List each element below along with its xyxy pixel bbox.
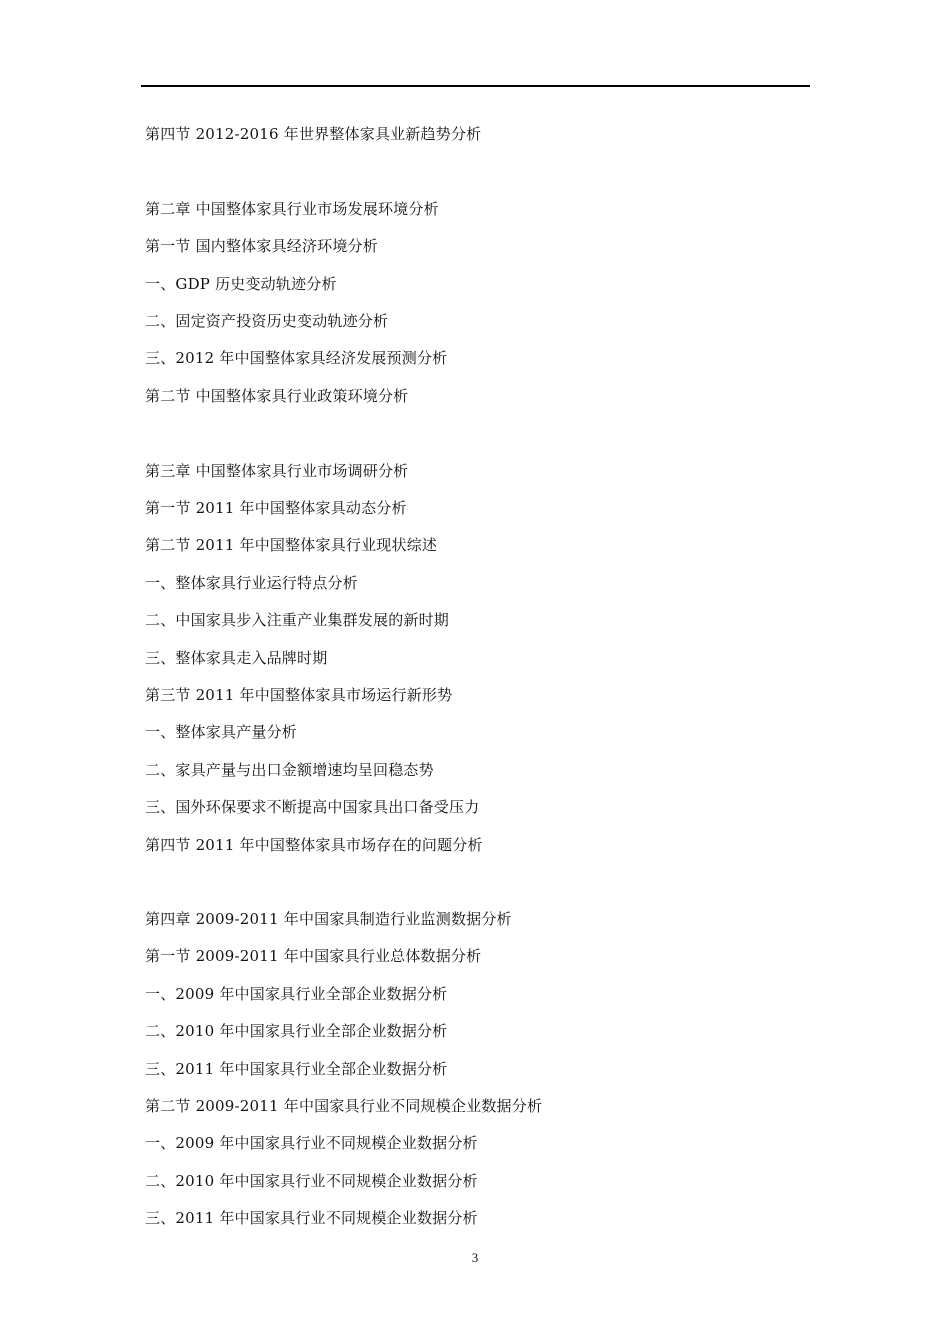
- toc-section: 第二节 2011 年中国整体家具行业现状综述: [145, 536, 438, 554]
- toc-item: 三、整体家具走入品牌时期: [145, 649, 328, 667]
- toc-item: 二、固定资产投资历史变动轨迹分析: [145, 312, 389, 330]
- header-rule: [141, 85, 810, 87]
- toc-section: 第二节 中国整体家具行业政策环境分析: [145, 387, 409, 405]
- toc-section: 第一节 2011 年中国整体家具动态分析: [145, 499, 407, 517]
- toc-item: 三、2011 年中国家具行业不同规模企业数据分析: [145, 1209, 478, 1227]
- toc-chapter: 第二章 中国整体家具行业市场发展环境分析: [145, 200, 439, 218]
- toc-item: 一、2009 年中国家具行业全部企业数据分析: [145, 985, 448, 1003]
- toc-item: 二、中国家具步入注重产业集群发展的新时期: [145, 611, 450, 629]
- toc-section: 第三节 2011 年中国整体家具市场运行新形势: [145, 686, 453, 704]
- toc-item: 二、家具产量与出口金额增速均呈回稳态势: [145, 761, 434, 779]
- toc-section: 第四节 2012-2016 年世界整体家具业新趋势分析: [145, 125, 482, 143]
- toc-item: 三、2012 年中国整体家具经济发展预测分析: [145, 349, 448, 367]
- toc-section: 第四节 2011 年中国整体家具市场存在的问题分析: [145, 836, 483, 854]
- toc-item: 一、2009 年中国家具行业不同规模企业数据分析: [145, 1134, 478, 1152]
- toc-item: 二、2010 年中国家具行业全部企业数据分析: [145, 1022, 448, 1040]
- toc-item: 二、2010 年中国家具行业不同规模企业数据分析: [145, 1172, 478, 1190]
- toc-item: 一、整体家具产量分析: [145, 723, 298, 741]
- page-number: 3: [471, 1250, 479, 1265]
- toc-item: 三、国外环保要求不断提高中国家具出口备受压力: [145, 798, 480, 816]
- toc-section: 第一节 国内整体家具经济环境分析: [145, 237, 378, 255]
- toc-chapter: 第三章 中国整体家具行业市场调研分析: [145, 462, 409, 480]
- toc-item: 一、GDP 历史变动轨迹分析: [145, 275, 337, 293]
- toc-item: 三、2011 年中国家具行业全部企业数据分析: [145, 1060, 448, 1078]
- toc-section: 第一节 2009-2011 年中国家具行业总体数据分析: [145, 947, 482, 965]
- toc-section: 第二节 2009-2011 年中国家具行业不同规模企业数据分析: [145, 1097, 543, 1115]
- toc-item: 一、整体家具行业运行特点分析: [145, 574, 358, 592]
- toc-chapter: 第四章 2009-2011 年中国家具制造行业监测数据分析: [145, 910, 512, 928]
